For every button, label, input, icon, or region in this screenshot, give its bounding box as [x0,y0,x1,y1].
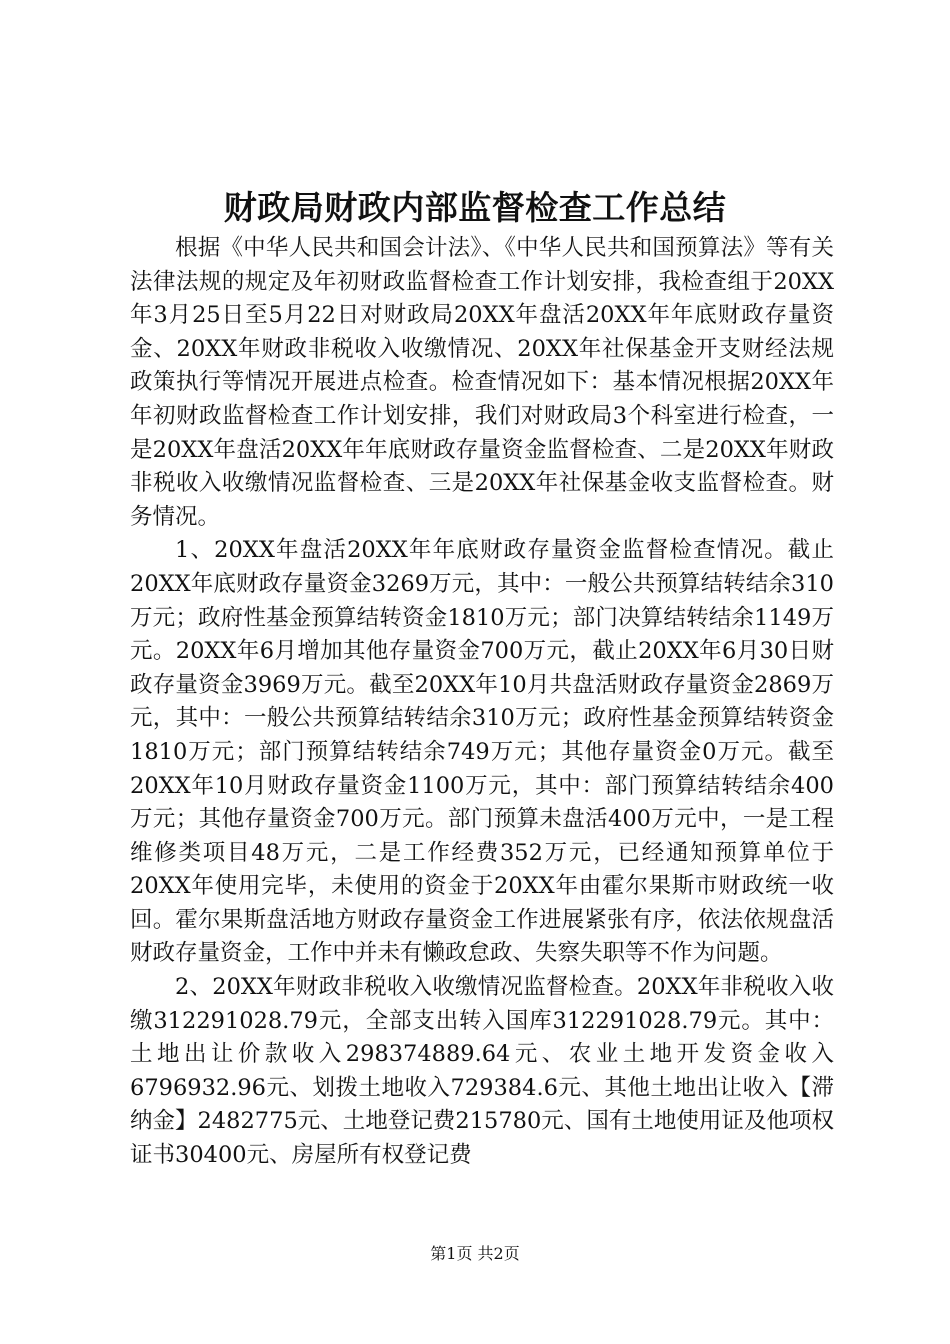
paragraph-section-1: 1、20XX年盘活20XX年年底财政存量资金监督检查情况。截止20XX年底财政存量资金3269万元，其中：一般公共预算结转结余310万元；政府性基金预算结转资金1810万元；部门决算结转结余1149万元。20XX年6月增加其他存量资金700万元，截止20XX年6月30日财政存量资金3969万元。截至20XX年10月共盘活财政存量资金2869万元，其中：一般公共预算结转结余310万元；政府性基金预算结转资金1810万元；部门预算结转结余749万元；其他存量资金0万元。截至20XX年10月财政存量资金1100万元，其中：部门预算结转结余400万元；其他存量资金700万元。部门预算未盘活400万元中，一是工程维修类项目48万元，二是工作经费352万元，已经通知预算单位于20XX年使用完毕，未使用的资金于20XX年由霍尔果斯市财政统一收回。霍尔果斯盘活地方财政存量资金工作进展紧张有序，依法依规盘活财政存量资金，工作中并未有懒政怠政、失察失职等不作为问题。 [130,537,834,967]
document-body [130,232,834,1173]
document-title: 财政局财政内部监督检查工作总结 [223,188,727,227]
page-number-footer: 第1页 共2页 [430,1244,520,1263]
paragraph-intro: 根据《中华人民共和国会计法》、《中华人民共和国预算法》等有关法律法规的规定及年初财政监督检查工作计划安排，我检查组于20XX年3月25日至5月22日对财政局20XX年盘活20XX年年底财政存量资金、20XX年财政非税收入收缴情况、20XX年社保基金开支财经法规政策执行等情况开展进点检查。检查情况如下：基本情况根据20XX年年初财政监督检查工作计划安排，我们对财政局3个科室进行检查，一是20XX年盘活20XX年年底财政存量资金监督检查、二是20XX年财政非税收入收缴情况监督检查、三是20XX年社保基金收支监督检查。财务情况。 [130,235,834,530]
paragraph-section-2: 2、20XX年财政非税收入收缴情况监督检查。20XX年非税收入收缴312291028.79元，全部支出转入国库312291028.79元。其中：土地出让价款收入298374889.64元、农业土地开发资金收入6796932.96元、划拨土地收入729384.6元、其他土地出让收入【滞纳金】2482775元、土地登记费215780元、国有土地使用证及他项权证书30400元、房屋所有权登记费 [130,974,834,1169]
